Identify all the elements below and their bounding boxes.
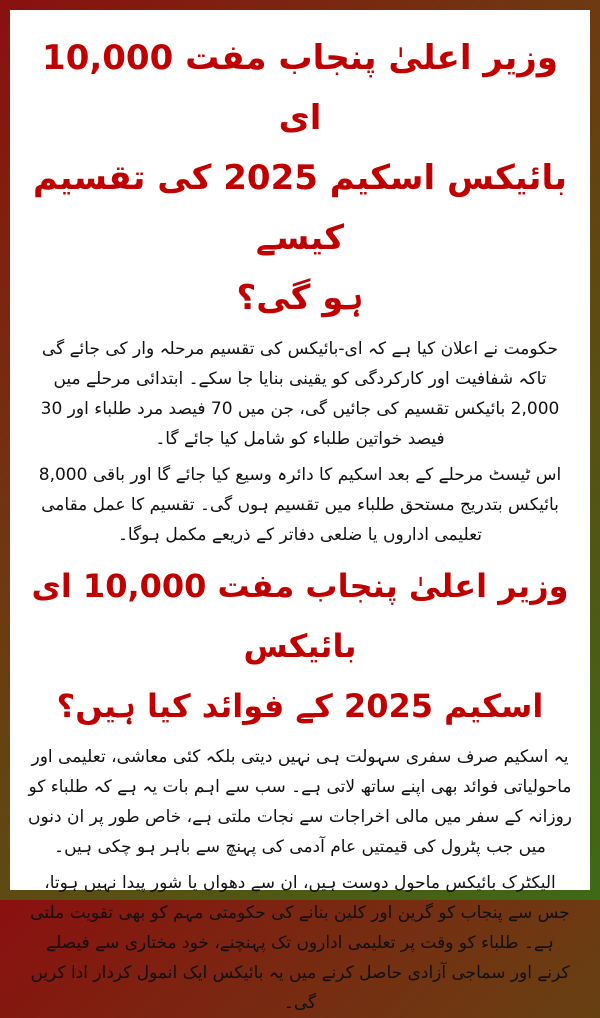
article-card: [10, 10, 590, 1013]
distribution-heading-line3: ہو گی؟: [236, 278, 364, 318]
distribution-heading-line2: بائیکس اسکیم 2025 کی تقسیم کیسے: [33, 158, 567, 258]
distribution-heading: [28, 28, 572, 328]
benefits-heading-line1: وزیر اعلیٰ پنجاب مفت 10,000 ای بائیکس: [31, 567, 569, 665]
section-distribution: [28, 28, 572, 550]
section-benefits: [28, 556, 572, 1018]
benefits-paragraph-1: یہ اسکیم صرف سفری سہولت ہی نہیں دیتی بلکہ کئی معاشی، تعلیمی اور ماحولیاتی فوائد بھی اپنے ساتھ لاتی ہے۔ سب سے اہم بات یہ ہے کہ طلباء کو روزانہ کے سفر میں مالی اخراجات سے نجات ملتی ہے، خاص طور پر ان دنوں میں جب پٹرول کی قیمتیں عام آدمی کی پہنچ سے باہر ہو چکی ہیں۔: [28, 747, 572, 857]
benefits-heading-line2: اسکیم 2025 کے فوائد کیا ہیں؟: [56, 687, 544, 725]
benefits-paragraph-2: الیکٹرک بائیکس ماحول دوست ہیں، ان سے دھواں یا شور پیدا نہیں ہوتا، جس سے پنجاب کو گرین اور کلین بنانے کی حکومتی مہم کو بھی تقویت ملتی ہے۔ طلباء کو وقت پر تعلیمی اداروں تک پہنچنے، خود مختاری سے فیصلے کرنے اور سماجی آزادی حاصل کرنے میں یہ بائیکس ایک انمول کردار ادا کریں گی۔: [30, 873, 570, 1013]
distribution-paragraph-1: حکومت نے اعلان کیا ہے کہ ای-بائیکس کی تقسیم مرحلہ وار کی جائے گی تاکہ شفافیت اور کارکردگی کو یقینی بنایا جا سکے۔ ابتدائی مرحلے میں 2,000 بائیکس تقسیم کی جائیں گی، جن میں 70 فیصد مرد طلباء اور 30 فیصد خواتین طلباء کو شامل کیا جائے گا۔: [40, 339, 560, 449]
benefits-heading: [28, 556, 572, 736]
distribution-paragraph-2: اس ٹیسٹ مرحلے کے بعد اسکیم کا دائرہ وسیع کیا جائے گا اور باقی 8,000 بائیکس بتدریج مستحق طلباء میں تقسیم ہوں گی۔ تقسیم کا عمل مقامی تعلیمی اداروں یا ضلعی دفاتر کے ذریعے مکمل ہوگا۔: [38, 465, 562, 545]
distribution-heading-line1: وزیر اعلیٰ پنجاب مفت 10,000 ای: [42, 38, 558, 138]
